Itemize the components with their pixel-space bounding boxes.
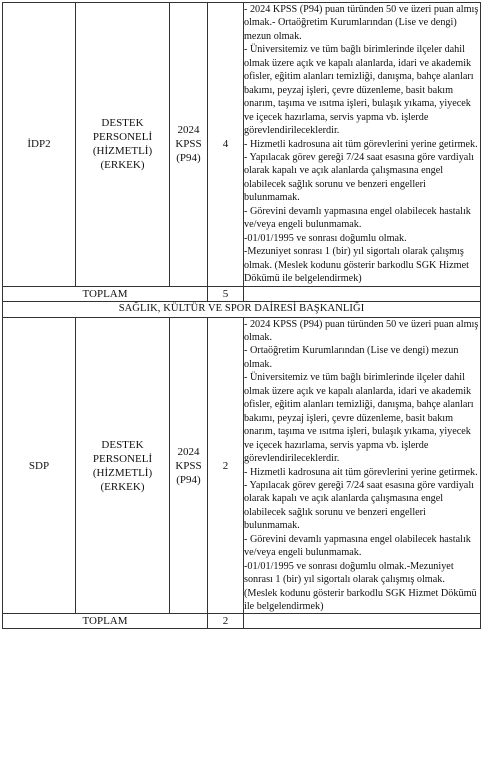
requirement-item: - Yapılacak görev gereği 7/24 saat esasına göre vardiyalı olarak kapalı ve açık alanlarda çalışmasına engel olabilecek sağlık sorunu ve benzeri engelleri bulunmamak.	[244, 479, 474, 532]
requirement-item: (Meslek kodunu gösterir barkodlu SGK Hizmet Dökümü ile belgelendirmek)	[244, 587, 477, 613]
requirement-item: - Görevini devamlı yapmasına engel olabilecek hastalık ve/veya engeli bulunmamak.	[244, 205, 471, 231]
position-row-idp2	[3, 3, 481, 287]
requirement-item: -01/01/1995 ve sonrası doğumlu olmak.-Mezuniyet sonrası 1 (bir) yıl sigortalı olarak çalışmış olmak.	[244, 560, 454, 586]
exam-line: (P94)	[176, 152, 201, 165]
position-count: 2	[208, 317, 244, 614]
requirement-item: - Hizmetli kadrosuna ait tüm görevlerini yerine getirmek.	[244, 466, 478, 478]
total-row	[3, 614, 481, 629]
total-empty-cell	[244, 614, 481, 629]
requirement-item: - Hizmetli kadrosuna ait tüm görevlerini yerine getirmek.	[244, 138, 478, 150]
position-title-line: (ERKEK)	[100, 159, 145, 172]
position-title	[76, 3, 170, 287]
staff-requirements-table	[2, 2, 481, 629]
position-row-sdp	[3, 317, 481, 614]
total-row	[3, 286, 481, 301]
total-label: TOPLAM	[3, 614, 208, 629]
total-label: TOPLAM	[3, 286, 208, 301]
exam-type	[170, 317, 208, 614]
position-title-line: PERSONELİ	[92, 131, 153, 144]
position-title-line: PERSONELİ	[92, 452, 153, 465]
position-title-line: DESTEK	[101, 117, 144, 130]
requirement-item: - Görevini devamlı yapmasına engel olabilecek hastalık ve/veya engeli bulunmamak.	[244, 533, 471, 559]
total-value: 5	[208, 286, 244, 301]
total-empty-cell	[244, 286, 481, 301]
department-header: SAĞLIK, KÜLTÜR VE SPOR DAİRESİ BAŞKANLIĞI	[3, 301, 481, 317]
requirement-item: - Üniversitemiz ve tüm bağlı birimlerinde ilçeler dahil olmak üzere açık ve kapalı alanlarda, idari ve akademik ofisler, eğitim alanları temizliği, danışma, bahçe alanları bakımı, peyzaj işleri, çevre düzenleme, basit bakım onarım, taşıma ve ısıtma işleri, bulaşık yıkama, yiyecek ve içecek hazırlama, servis yapma vb. işlerde görevlendirileceklerdir.	[244, 372, 474, 465]
requirement-item: - Ortaöğretim Kurumlarından (Lise ve dengi) mezun olmak.	[244, 345, 459, 370]
requirement-item: - 2024 KPSS (P94) puan türünden 50 ve üzeri puan almış olmak.- Ortaöğretim Kurumlarından (Lise ve dengi) mezun olmak.	[244, 4, 479, 42]
exam-line: 2024	[177, 124, 200, 137]
position-code: İDP2	[3, 3, 76, 287]
department-header-row	[3, 301, 481, 317]
position-title	[76, 317, 170, 614]
requirement-item: - Yapılacak görev gereği 7/24 saat esasına göre vardiyalı olarak kapalı ve açık alanlarda çalışmasına engel olabilecek sağlık sorunu ve benzeri engelleri bulunmamak.	[244, 151, 474, 204]
requirements-cell	[244, 317, 481, 614]
position-title-line: (HİZMETLİ)	[92, 145, 153, 158]
position-title-line: DESTEK	[101, 438, 144, 451]
exam-line: KPSS	[175, 459, 202, 472]
position-code: SDP	[3, 317, 76, 614]
position-title-line: (HİZMETLİ)	[92, 466, 153, 479]
requirement-item: -Mezuniyet sonrası 1 (bir) yıl sigortalı olarak çalışmış olmak. (Meslek kodunu gösterir barkodlu SGK Hizmet Dökümü ile belgelendirmek)	[244, 246, 469, 285]
position-title-line: (ERKEK)	[100, 480, 145, 493]
requirement-item: - Üniversitemiz ve tüm bağlı birimlerinde ilçeler dahil olmak üzere açık ve kapalı alanlarda, idari ve akademik ofisler, eğitim alanları temizliği, danışma, bahçe alanları bakımı, peyzaj işleri, çevre düzenleme, basit bakım onarım, taşıma ve ısıtma işleri, bulaşık yıkama, yiyecek ve içecek hazırlama, servis yapma vb. işlerde görevlendirileceklerdir.	[244, 44, 474, 137]
exam-type	[170, 3, 208, 287]
requirement-item: -01/01/1995 ve sonrası doğumlu olmak.	[244, 232, 407, 244]
exam-line: KPSS	[175, 138, 202, 151]
total-value: 2	[208, 614, 244, 629]
requirement-item: - 2024 KPSS (P94) puan türünden 50 ve üzeri puan almış olmak.	[244, 318, 479, 343]
position-count: 4	[208, 3, 244, 287]
exam-line: 2024	[177, 445, 200, 458]
exam-line: (P94)	[176, 473, 201, 486]
requirements-cell	[244, 3, 481, 287]
